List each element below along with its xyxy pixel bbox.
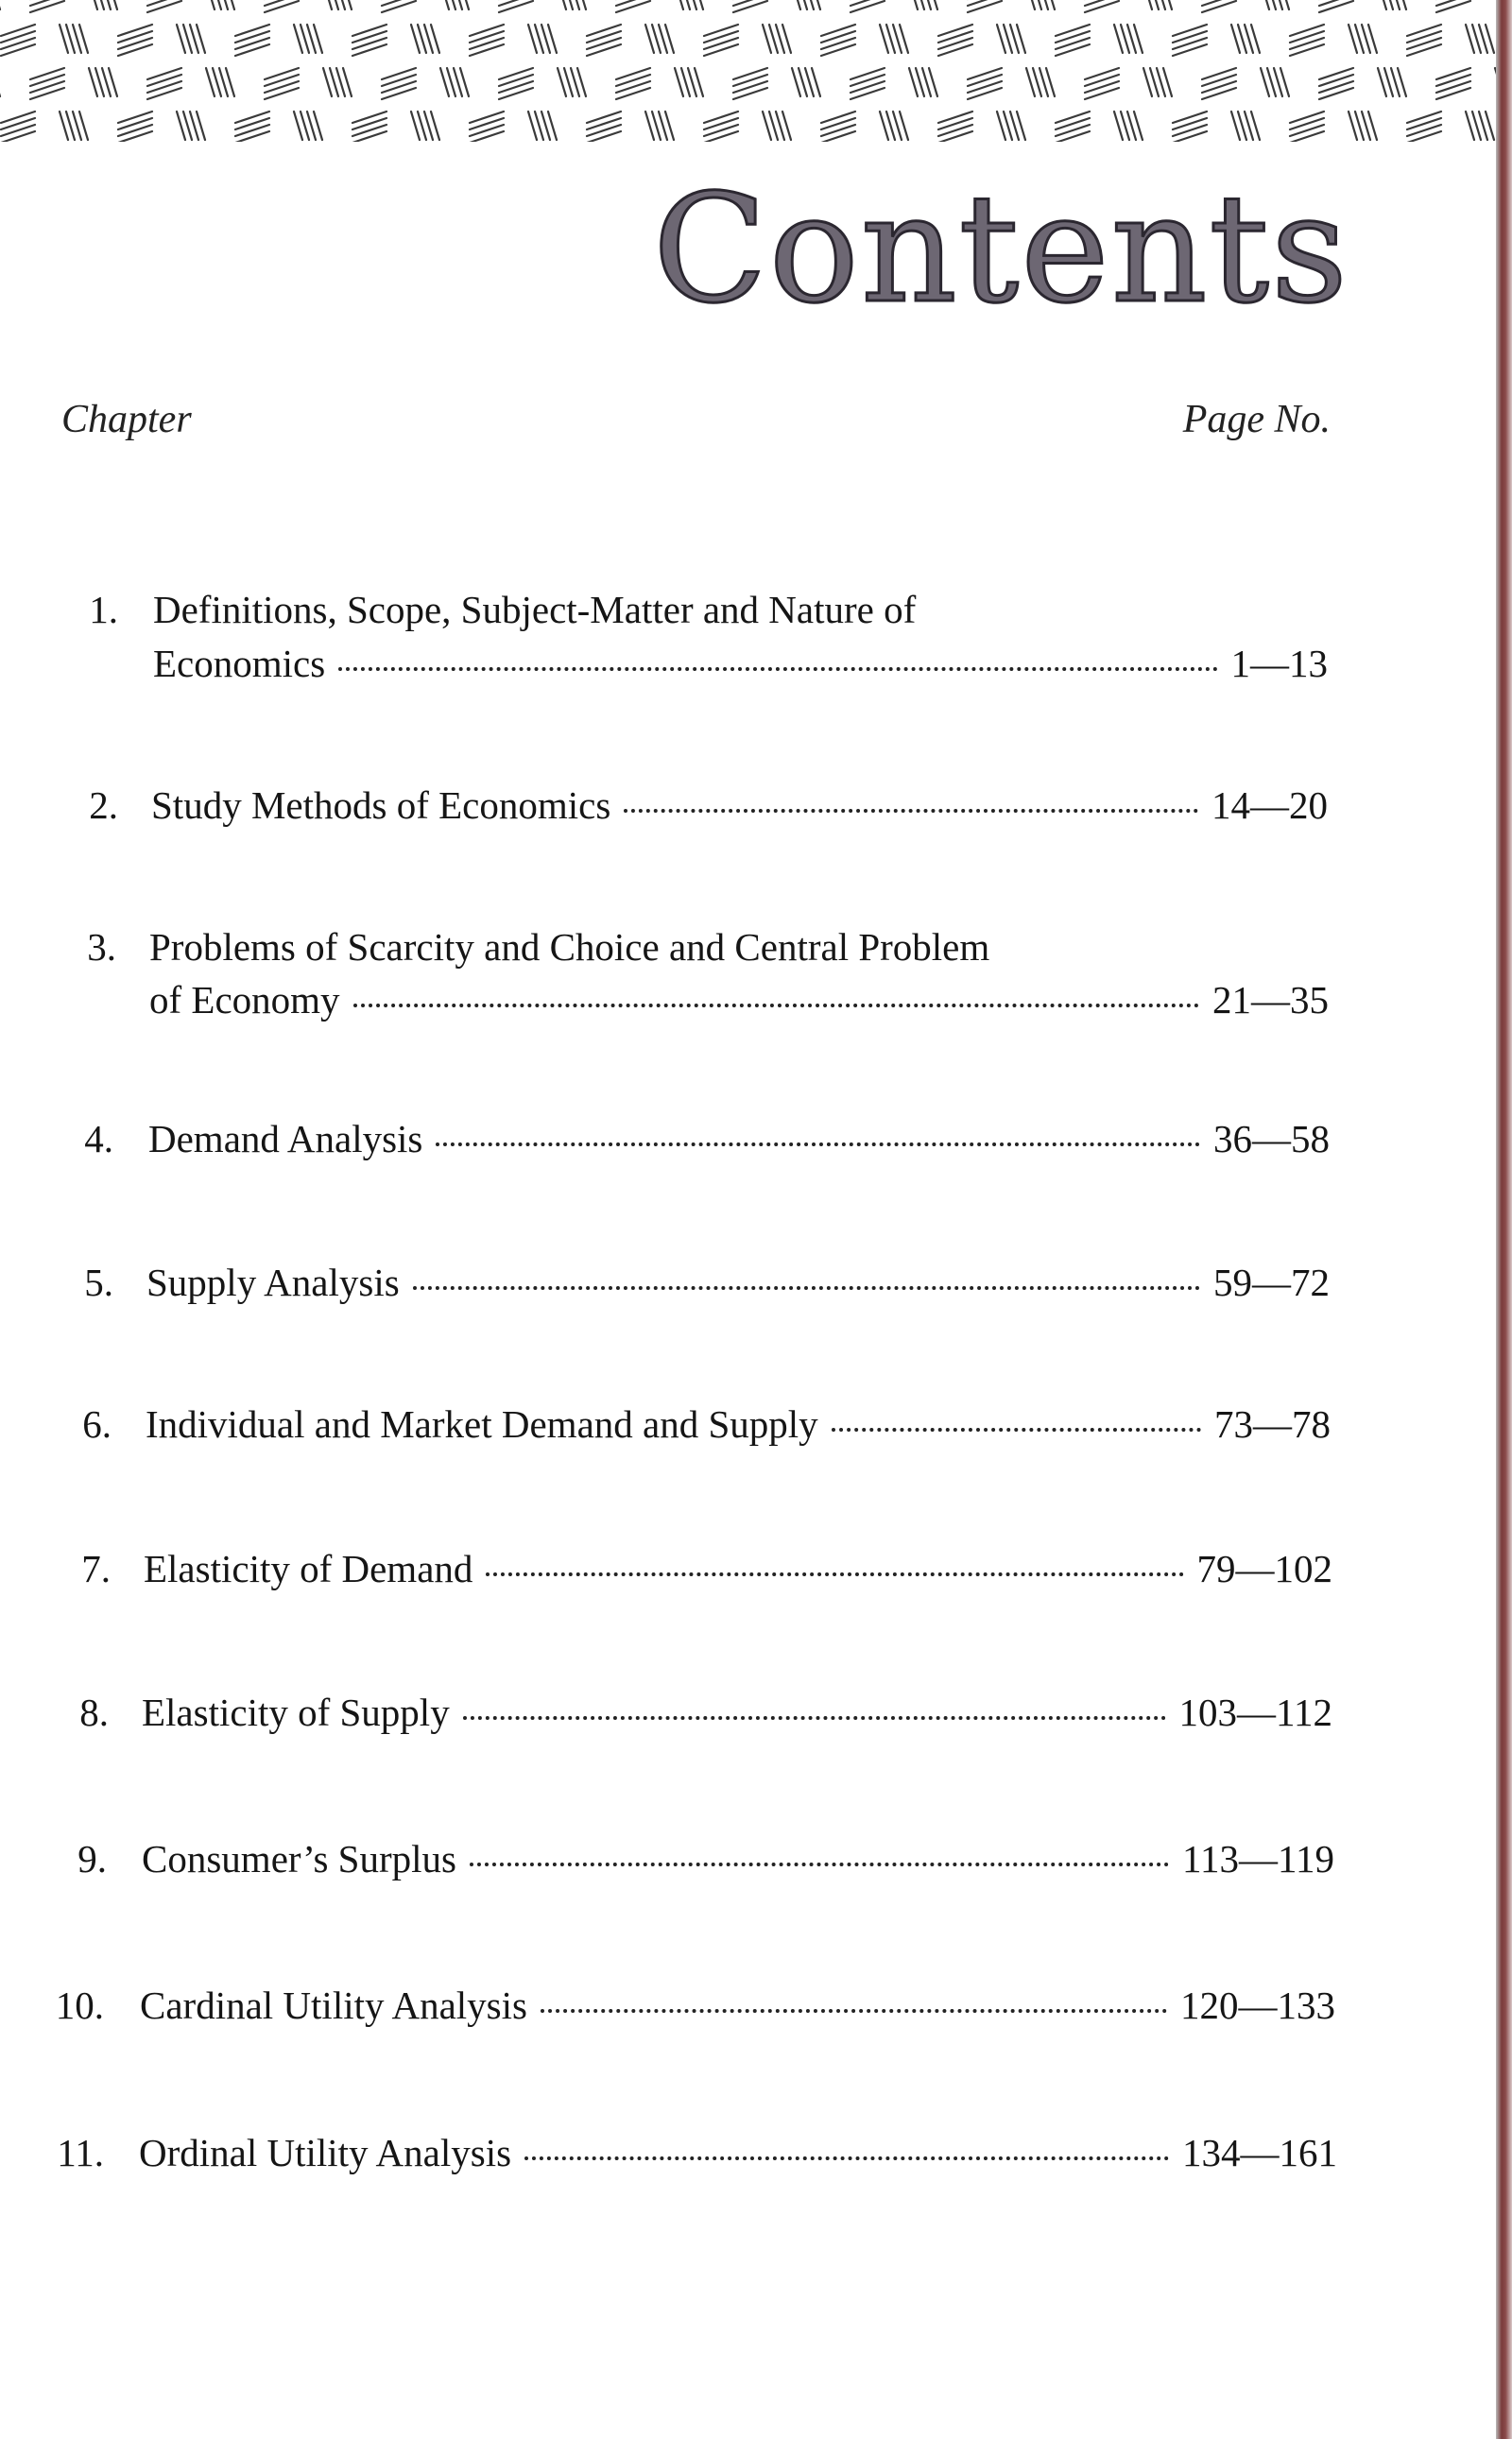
chapter-title: Individual and Market Demand and Supply — [146, 1402, 818, 1446]
dot-leader — [338, 667, 1217, 671]
page-range: 113—119 — [1182, 1837, 1334, 1881]
page-range: 120—133 — [1180, 1984, 1335, 2027]
dot-leader — [436, 1142, 1200, 1146]
chapter-title: Supply Analysis — [146, 1261, 400, 1304]
dot-leader — [413, 1286, 1200, 1290]
dot-leader — [832, 1428, 1201, 1432]
dot-leader — [624, 809, 1198, 813]
chapter-number: 8. — [79, 1691, 109, 1734]
dot-leader — [541, 2009, 1167, 2013]
chapter-title: Demand Analysis — [148, 1117, 423, 1160]
chapter-title: Consumer’s Surplus — [142, 1837, 456, 1881]
page-number-column-header: Page No. — [1182, 398, 1331, 441]
chapter-number: 4. — [84, 1117, 113, 1160]
chapter-title: Economics — [153, 642, 326, 685]
page-range: 103—112 — [1178, 1691, 1332, 1734]
dot-leader — [463, 1716, 1166, 1720]
page-title: Contents — [652, 163, 1349, 336]
chapter-number: 11. — [57, 2131, 104, 2174]
page-range: 1—13 — [1230, 642, 1328, 685]
chapter-number: 3. — [87, 925, 116, 969]
chapter-number: 5. — [84, 1261, 113, 1304]
page-range: 36—58 — [1213, 1117, 1330, 1160]
page-range: 134—161 — [1182, 2131, 1337, 2174]
chapter-number: 10. — [55, 1984, 104, 2027]
chapter-title: of Economy — [149, 978, 340, 1022]
dot-leader — [353, 1004, 1199, 1007]
page-range: 21—35 — [1212, 978, 1329, 1022]
chapter-title-line1: Definitions, Scope, Subject-Matter and Nature of — [153, 588, 917, 631]
chapter-number: 2. — [89, 783, 118, 827]
chapter-title: Study Methods of Economics — [151, 783, 611, 827]
page-edge — [1496, 0, 1512, 2439]
page-range: 73—78 — [1214, 1402, 1331, 1446]
chapter-title: Elasticity of Supply — [142, 1691, 450, 1734]
dot-leader — [486, 1572, 1183, 1576]
dot-leader — [524, 2156, 1169, 2160]
chapter-title: Ordinal Utility Analysis — [139, 2131, 512, 2174]
chapter-number: 6. — [82, 1402, 112, 1446]
chapter-number: 1. — [89, 588, 118, 631]
page-range: 59—72 — [1213, 1261, 1330, 1304]
chapter-title: Cardinal Utility Analysis — [140, 1984, 527, 2027]
chapter-title: Elasticity of Demand — [144, 1547, 473, 1590]
page-range: 79—102 — [1196, 1547, 1332, 1590]
dot-leader — [470, 1863, 1169, 1866]
chapter-number: 7. — [81, 1547, 111, 1590]
chapter-number: 9. — [77, 1837, 107, 1881]
page-range: 14—20 — [1211, 783, 1328, 827]
chapter-column-header: Chapter — [61, 398, 192, 441]
chapter-title-line1: Problems of Scarcity and Choice and Central Problem — [149, 925, 990, 969]
